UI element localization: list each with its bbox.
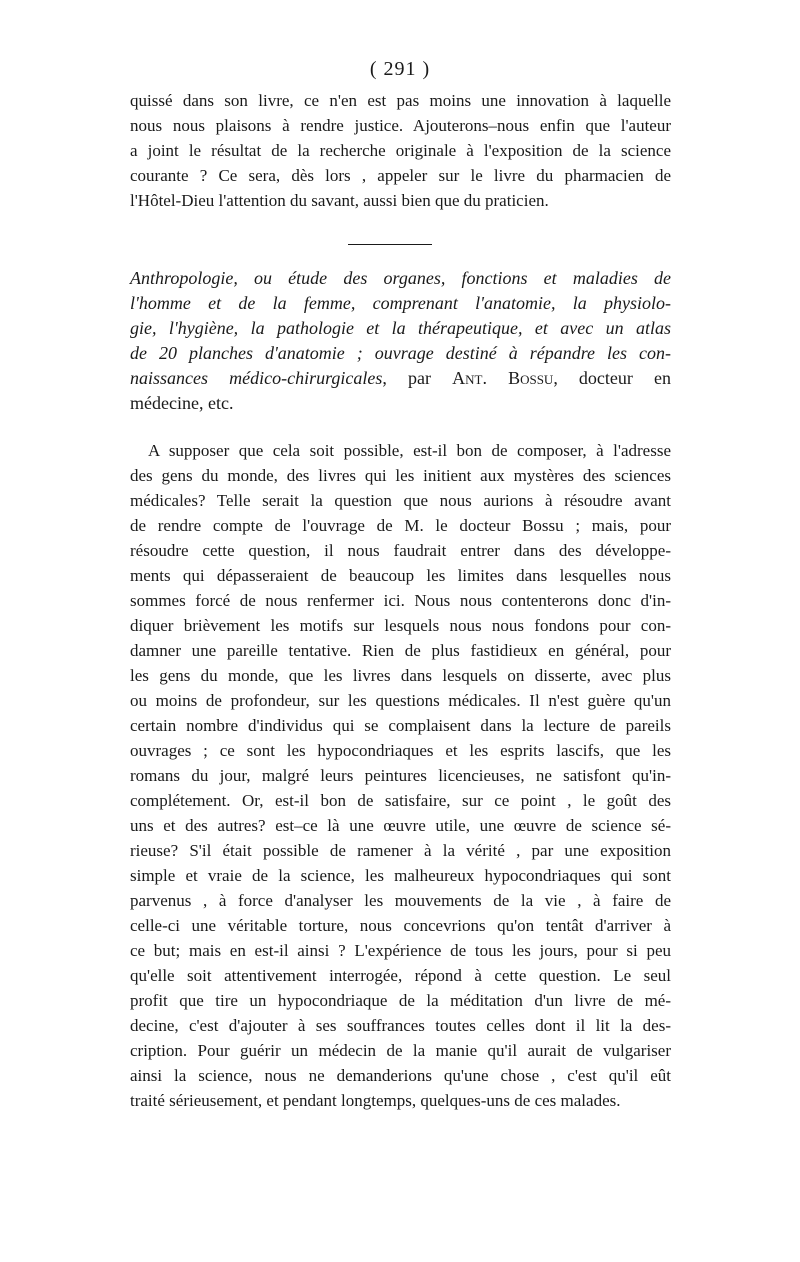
text-line: romans du jour, malgré leurs peintures licencieuses, ne satisfont qu'in- — [130, 766, 671, 785]
text-line: quissé dans son livre, ce n'en est pas moins une innovation à laquelle — [130, 91, 671, 110]
text-line: diquer brièvement les motifs sur lesquels nous nous fondons pour con- — [130, 616, 671, 635]
text-line: certain nombre d'individus qui se complaisent dans la lecture de pareils — [130, 716, 671, 735]
text-line: nous nous plaisons à rendre justice. Ajouterons–nous enfin que l'auteur — [130, 116, 671, 135]
text-line: celle-ci une véritable torture, nous concevrions qu'on tentât d'arriver à — [130, 916, 671, 935]
text-line: complétement. Or, est-il bon de satisfaire, sur ce point , le goût des — [130, 791, 671, 810]
text-line: A supposer que cela soit possible, est-il bon de composer, à l'adresse — [148, 441, 671, 460]
author-name: Ant. Bossu — [452, 368, 554, 388]
text-line: qu'elle soit attentivement interrogée, répond à cette question. Le seul — [130, 966, 671, 985]
title-line — [130, 366, 671, 391]
title-italic-part: naissances médico-chirurgicales — [130, 368, 383, 388]
text-line: ce but; mais en est-il ainsi ? L'expérience de tous les jours, pour si peu — [130, 941, 671, 960]
title-line: Anthropologie, ou étude des organes, fonctions et maladies de — [130, 268, 671, 288]
text-line: decine, c'est d'ajouter à ses souffrances toutes celles dont il lit la des- — [130, 1016, 671, 1035]
text-line: ainsi la science, nous ne demanderions qu'une chose , c'est qu'il eût — [130, 1066, 671, 1085]
text-line: parvenus , à force d'analyser les mouvements de la vie , à faire de — [130, 891, 671, 910]
text-line: sommes forcé de nous renfermer ici. Nous nous contenterons donc d'in- — [130, 591, 671, 610]
text-line: ouvrages ; ce sont les hypocondriaques et les esprits lascifs, que les — [130, 741, 671, 760]
title-line: gie, l'hygiène, la pathologie et la thérapeutique, et avec un atlas — [130, 318, 671, 338]
review-title — [130, 266, 671, 416]
title-separator: , par — [382, 368, 453, 388]
text-line: simple et vraie de la science, les malheureux hypocondriaques qui sont — [130, 866, 671, 885]
text-line: courante ? Ce sera, dès lors , appeler sur le livre du pharmacien de — [130, 166, 671, 185]
text-line: l'Hôtel-Dieu l'attention du savant, aussi bien que du praticien. — [130, 191, 549, 210]
text-line: résoudre cette question, il nous faudrait entrer dans des développe- — [130, 541, 671, 560]
title-line: l'homme et de la femme, comprenant l'anatomie, la physiolo- — [130, 293, 671, 313]
text-line: des gens du monde, des livres qui les initient aux mystères des sciences — [130, 466, 671, 485]
text-line: de rendre compte de l'ouvrage de M. le docteur Bossu ; mais, pour — [130, 516, 671, 535]
title-author-rest: , docteur en — [553, 368, 671, 388]
text-line: traité sérieusement, et pendant longtemps, quelques-uns de ces malades. — [130, 1091, 621, 1110]
intro-paragraph — [130, 88, 671, 213]
text-line: a joint le résultat de la recherche originale à l'exposition de la science — [130, 141, 671, 160]
text-line: rieuse? S'il était possible de ramener à la vérité , par une exposition — [130, 841, 671, 860]
text-line: les gens du monde, que les livres dans lesquels on disserte, avec plus — [130, 666, 671, 685]
text-line: ments qui dépasseraient de beaucoup les limites dans lesquelles nous — [130, 566, 671, 585]
text-line: uns et des autres? est–ce là une œuvre utile, une œuvre de science sé- — [130, 816, 671, 835]
title-line: de 20 planches d'anatomie ; ouvrage destiné à répandre les con- — [130, 343, 671, 363]
text-line: profit que tire un hypocondriaque de la méditation d'un livre de mé- — [130, 991, 671, 1010]
text-line: damner une pareille tentative. Rien de plus fastidieux en général, pour — [130, 641, 671, 660]
text-line: cription. Pour guérir un médecin de la manie qu'il aurait de vulgariser — [130, 1041, 671, 1060]
body-paragraph — [130, 438, 671, 1113]
page-number: ( 291 ) — [369, 58, 431, 80]
text-line: médicales? Telle serait la question que nous aurions à résoudre avant — [130, 491, 671, 510]
title-line: médecine, etc. — [130, 393, 234, 413]
section-divider — [348, 244, 432, 245]
text-line: ou moins de profondeur, sur les questions médicales. Il n'est guère qu'un — [130, 691, 671, 710]
